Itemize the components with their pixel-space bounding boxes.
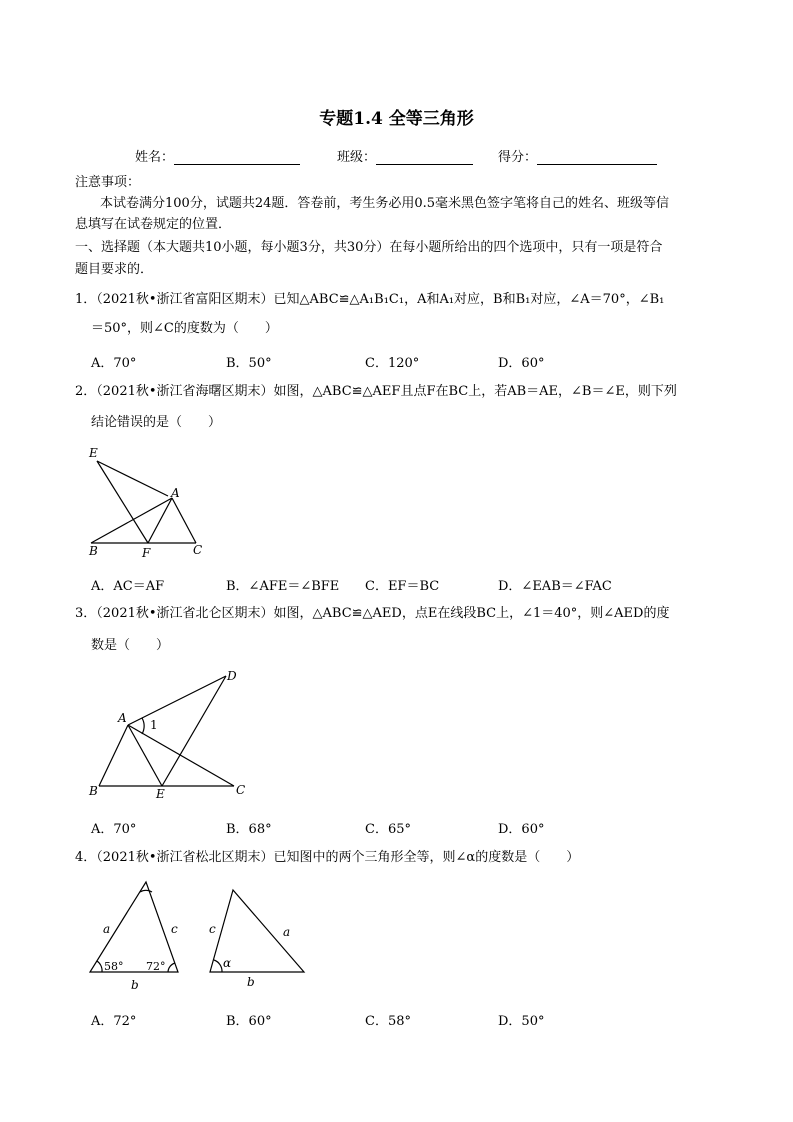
q4-option-d[interactable]: D．50° [498, 1014, 545, 1029]
q3-option-a[interactable]: A．70° [91, 822, 137, 837]
q2-label-a: A [171, 486, 180, 500]
q3-option-b[interactable]: B．68° [226, 822, 272, 837]
q3-option-d[interactable]: D．60° [498, 822, 545, 837]
notice-line-1: 本试卷满分100分，试题共24题．答卷前，考生务必用0.5毫米黑色签字笔将自己的姓名、班级等信 [100, 196, 670, 211]
q4-right-alpha-arc [214, 960, 222, 972]
q2-label-c: C [193, 543, 203, 557]
q2-option-d[interactable]: D．∠EAB＝∠FAC [498, 579, 612, 594]
q4-left-label-a: a [103, 922, 111, 936]
q2-segment-ac [172, 498, 196, 543]
q1-option-d[interactable]: D．60° [498, 356, 545, 371]
q4-left-angle-72: 72° [146, 960, 166, 973]
q1-stem-line-1: 1．（2021秋•浙江省富阳区期末）已知△ABC≌△A₁B₁C₁，A和A₁对应，B和B₁对应，∠A＝70°，∠B₁ [75, 292, 665, 307]
q1-option-b[interactable]: B．50° [226, 356, 272, 371]
section-heading-line-1: 一、选择题（本大题共10小题，每小题3分，共30分）在每小题所给出的四个选项中，只有一项是符合 [75, 240, 663, 255]
q1-option-a[interactable]: A．70° [91, 356, 137, 371]
q4-option-a[interactable]: A．72° [91, 1014, 137, 1029]
q2-label-e: E [89, 446, 98, 460]
q3-angle1-arc [142, 718, 144, 734]
q2-label-f: F [142, 546, 151, 560]
q3-label-e: E [156, 787, 165, 801]
notice-heading: 注意事项： [75, 175, 141, 190]
class-label: 班级： [337, 150, 377, 165]
q1-stem-line-2: ＝50°，则∠C的度数为（ ） [91, 321, 278, 336]
q3-label-d: D [227, 669, 237, 683]
q4-left-58-arc [97, 961, 102, 972]
page-title: 专题1.4 全等三角形 [319, 109, 474, 129]
q4-right-label-c: c [209, 922, 216, 936]
q3-figure [99, 676, 234, 786]
q4-left-angle-58: 58° [104, 960, 124, 973]
q3-segment-ac [128, 725, 234, 786]
q3-stem-line-1: 3．（2021秋•浙江省北仑区期末）如图，△ABC≌△AED，点E在线段BC上，∠1＝40°，则∠AED的度 [75, 606, 670, 621]
name-label: 姓名： [135, 150, 175, 165]
q4-left-label-c: c [171, 922, 178, 936]
q3-label-1: 1 [150, 718, 158, 732]
q3-label-b: B [89, 784, 98, 798]
q3-stem-line-2: 数是（ ） [91, 638, 170, 653]
q4-option-c[interactable]: C．58° [365, 1014, 411, 1029]
q4-stem-line-1: 4．（2021秋•浙江省松北区期末）已知图中的两个三角形全等，则∠α的度数是（ ） [75, 850, 580, 865]
q2-option-a[interactable]: A．AC＝AF [91, 579, 165, 594]
q4-right-label-a: a [283, 925, 291, 939]
q3-segment-ab [99, 725, 128, 786]
q4-option-b[interactable]: B．60° [226, 1014, 272, 1029]
q4-right-label-alpha: α [223, 956, 232, 970]
q3-option-c[interactable]: C．65° [365, 822, 411, 837]
q4-left-top-arc [140, 890, 152, 892]
q4-right-label-b: b [247, 975, 255, 989]
notice-line-2: 息填写在试卷规定的位置． [75, 217, 232, 232]
q2-option-c[interactable]: C．EF＝BC [365, 579, 440, 594]
q1-option-c[interactable]: C．120° [365, 356, 420, 371]
q2-label-b: B [89, 544, 98, 558]
q4-left-72-arc [168, 963, 175, 972]
q4-left-label-b: b [131, 978, 139, 992]
score-label: 得分： [498, 150, 538, 165]
q2-stem-line-2: 结论错误的是（ ） [91, 415, 222, 430]
q2-stem-line-1: 2．（2021秋•浙江省海曙区期末）如图，△ABC≌△AEF且点F在BC上，若AB＝AE，∠B＝∠E，则下列 [75, 384, 677, 399]
q3-label-c: C [236, 783, 246, 797]
q2-option-b[interactable]: B．∠AFE＝∠BFE [226, 579, 340, 594]
section-heading-line-2: 题目要求的． [75, 262, 154, 277]
q3-label-a: A [118, 711, 127, 725]
